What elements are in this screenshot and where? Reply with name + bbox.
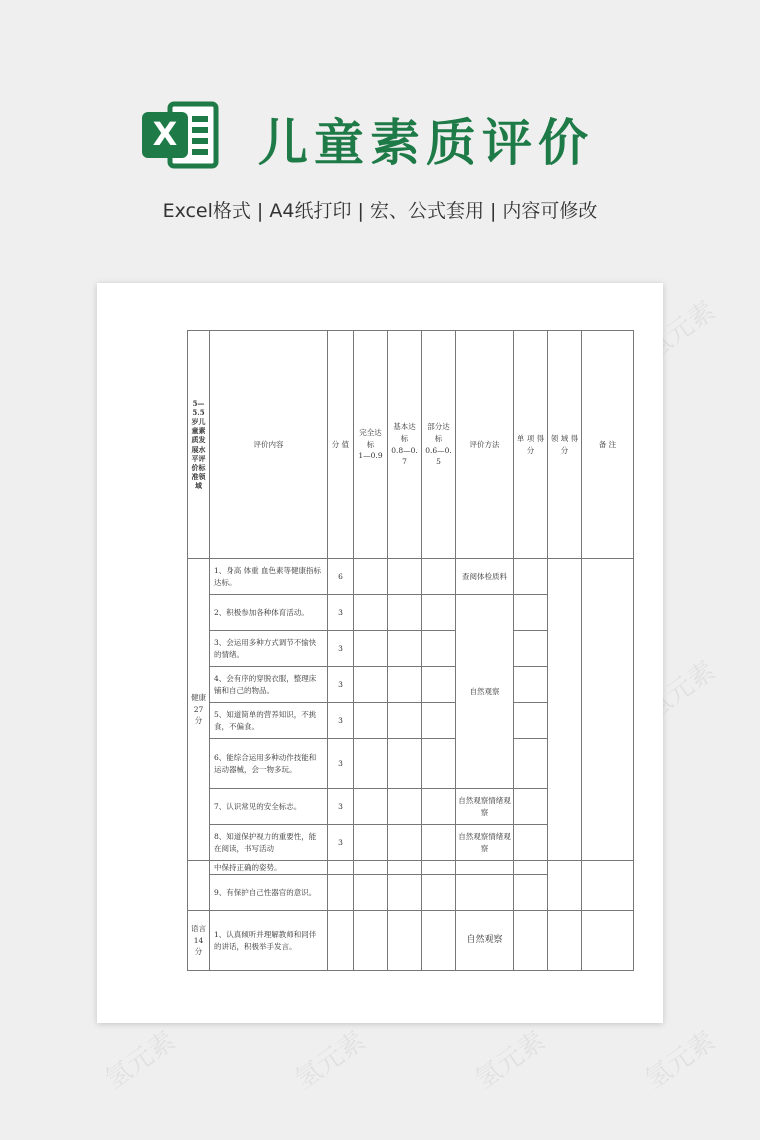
method-cell: 自然观察 — [456, 911, 514, 971]
watermark: 氢元素 — [99, 1025, 181, 1096]
item-text: 5、知道简单的营养知识，不挑食，不偏食。 — [210, 703, 328, 739]
content-header: 评价内容 — [210, 331, 328, 559]
partial-header: 部分达标 0.6—0.5 — [422, 331, 456, 559]
item-text: 4、会有序的穿脱衣服，整理床铺和自己的物品。 — [210, 667, 328, 703]
item-score: 3 — [328, 631, 354, 667]
header — [0, 95, 760, 175]
domain-score-header: 领 域 得 分 — [548, 331, 582, 559]
item-score: 3 — [328, 595, 354, 631]
item-score: 3 — [328, 789, 354, 825]
item-score: 6 — [328, 559, 354, 595]
item-score: 3 — [328, 667, 354, 703]
item-text: 1、认真倾听并理解教师和同伴的讲话，积极举手发言。 — [210, 911, 328, 971]
subtitle: Excel格式 | A4纸打印 | 宏、公式套用 | 内容可修改 — [162, 200, 598, 222]
method-cell: 自然观察情绪观察 — [456, 789, 514, 825]
watermark: 氢元素 — [289, 1025, 371, 1096]
item-text: 9、有保护自己性器官的意识。 — [210, 875, 328, 911]
watermark: 氢元素 — [469, 1025, 551, 1096]
item-text: 1、身高 体重 血色素等健康指标达标。 — [210, 559, 328, 595]
item-score: 3 — [328, 703, 354, 739]
full-header: 完全达标 1—0.9 — [354, 331, 388, 559]
table-row — [188, 861, 634, 875]
item-score: 3 — [328, 825, 354, 861]
table-row — [188, 911, 634, 971]
table-row — [188, 559, 634, 595]
score-header: 分 值 — [328, 331, 354, 559]
method-cell: 查阅体检质料 — [456, 559, 514, 595]
item-score: 3 — [328, 739, 354, 789]
category-header: 5—5.5岁儿童素质发展水平评价标准领域 — [188, 331, 210, 559]
basic-header: 基本达标 0.8—0.7 — [388, 331, 422, 559]
header-row — [188, 331, 634, 559]
method-cell: 自然观察情绪观察 — [456, 825, 514, 861]
watermark: 氢元素 — [639, 295, 721, 366]
item-text: 7、认识常见的安全标志。 — [210, 789, 328, 825]
item-text: 6、能综合运用多种动作技能和运动器械，会一物多玩。 — [210, 739, 328, 789]
remark-header: 备 注 — [582, 331, 634, 559]
item-score-header: 单 项 得 分 — [514, 331, 548, 559]
method-header: 评价方法 — [456, 331, 514, 559]
watermark: 氢元素 — [639, 1025, 721, 1096]
svg-text:X: X — [152, 115, 178, 153]
item-text: 3、会运用多种方式调节不愉快的情绪。 — [210, 631, 328, 667]
item-text: 中保持正确的姿势。 — [210, 861, 328, 875]
language-domain-label: 语言14分 — [188, 911, 210, 971]
evaluation-table — [187, 330, 634, 971]
health-domain-label: 健康27分 — [188, 559, 210, 861]
excel-logo-icon — [140, 100, 220, 170]
watermark: 氢元素 — [639, 655, 721, 726]
document-sheet — [97, 283, 663, 1023]
page-title: 儿童素质评价 — [258, 114, 594, 172]
method-cell: 自然观察 — [456, 595, 514, 789]
item-text: 2、积极参加各种体育活动。 — [210, 595, 328, 631]
item-text: 8、知道保护视力的重要性，能在阅读，书写活动 — [210, 825, 328, 861]
